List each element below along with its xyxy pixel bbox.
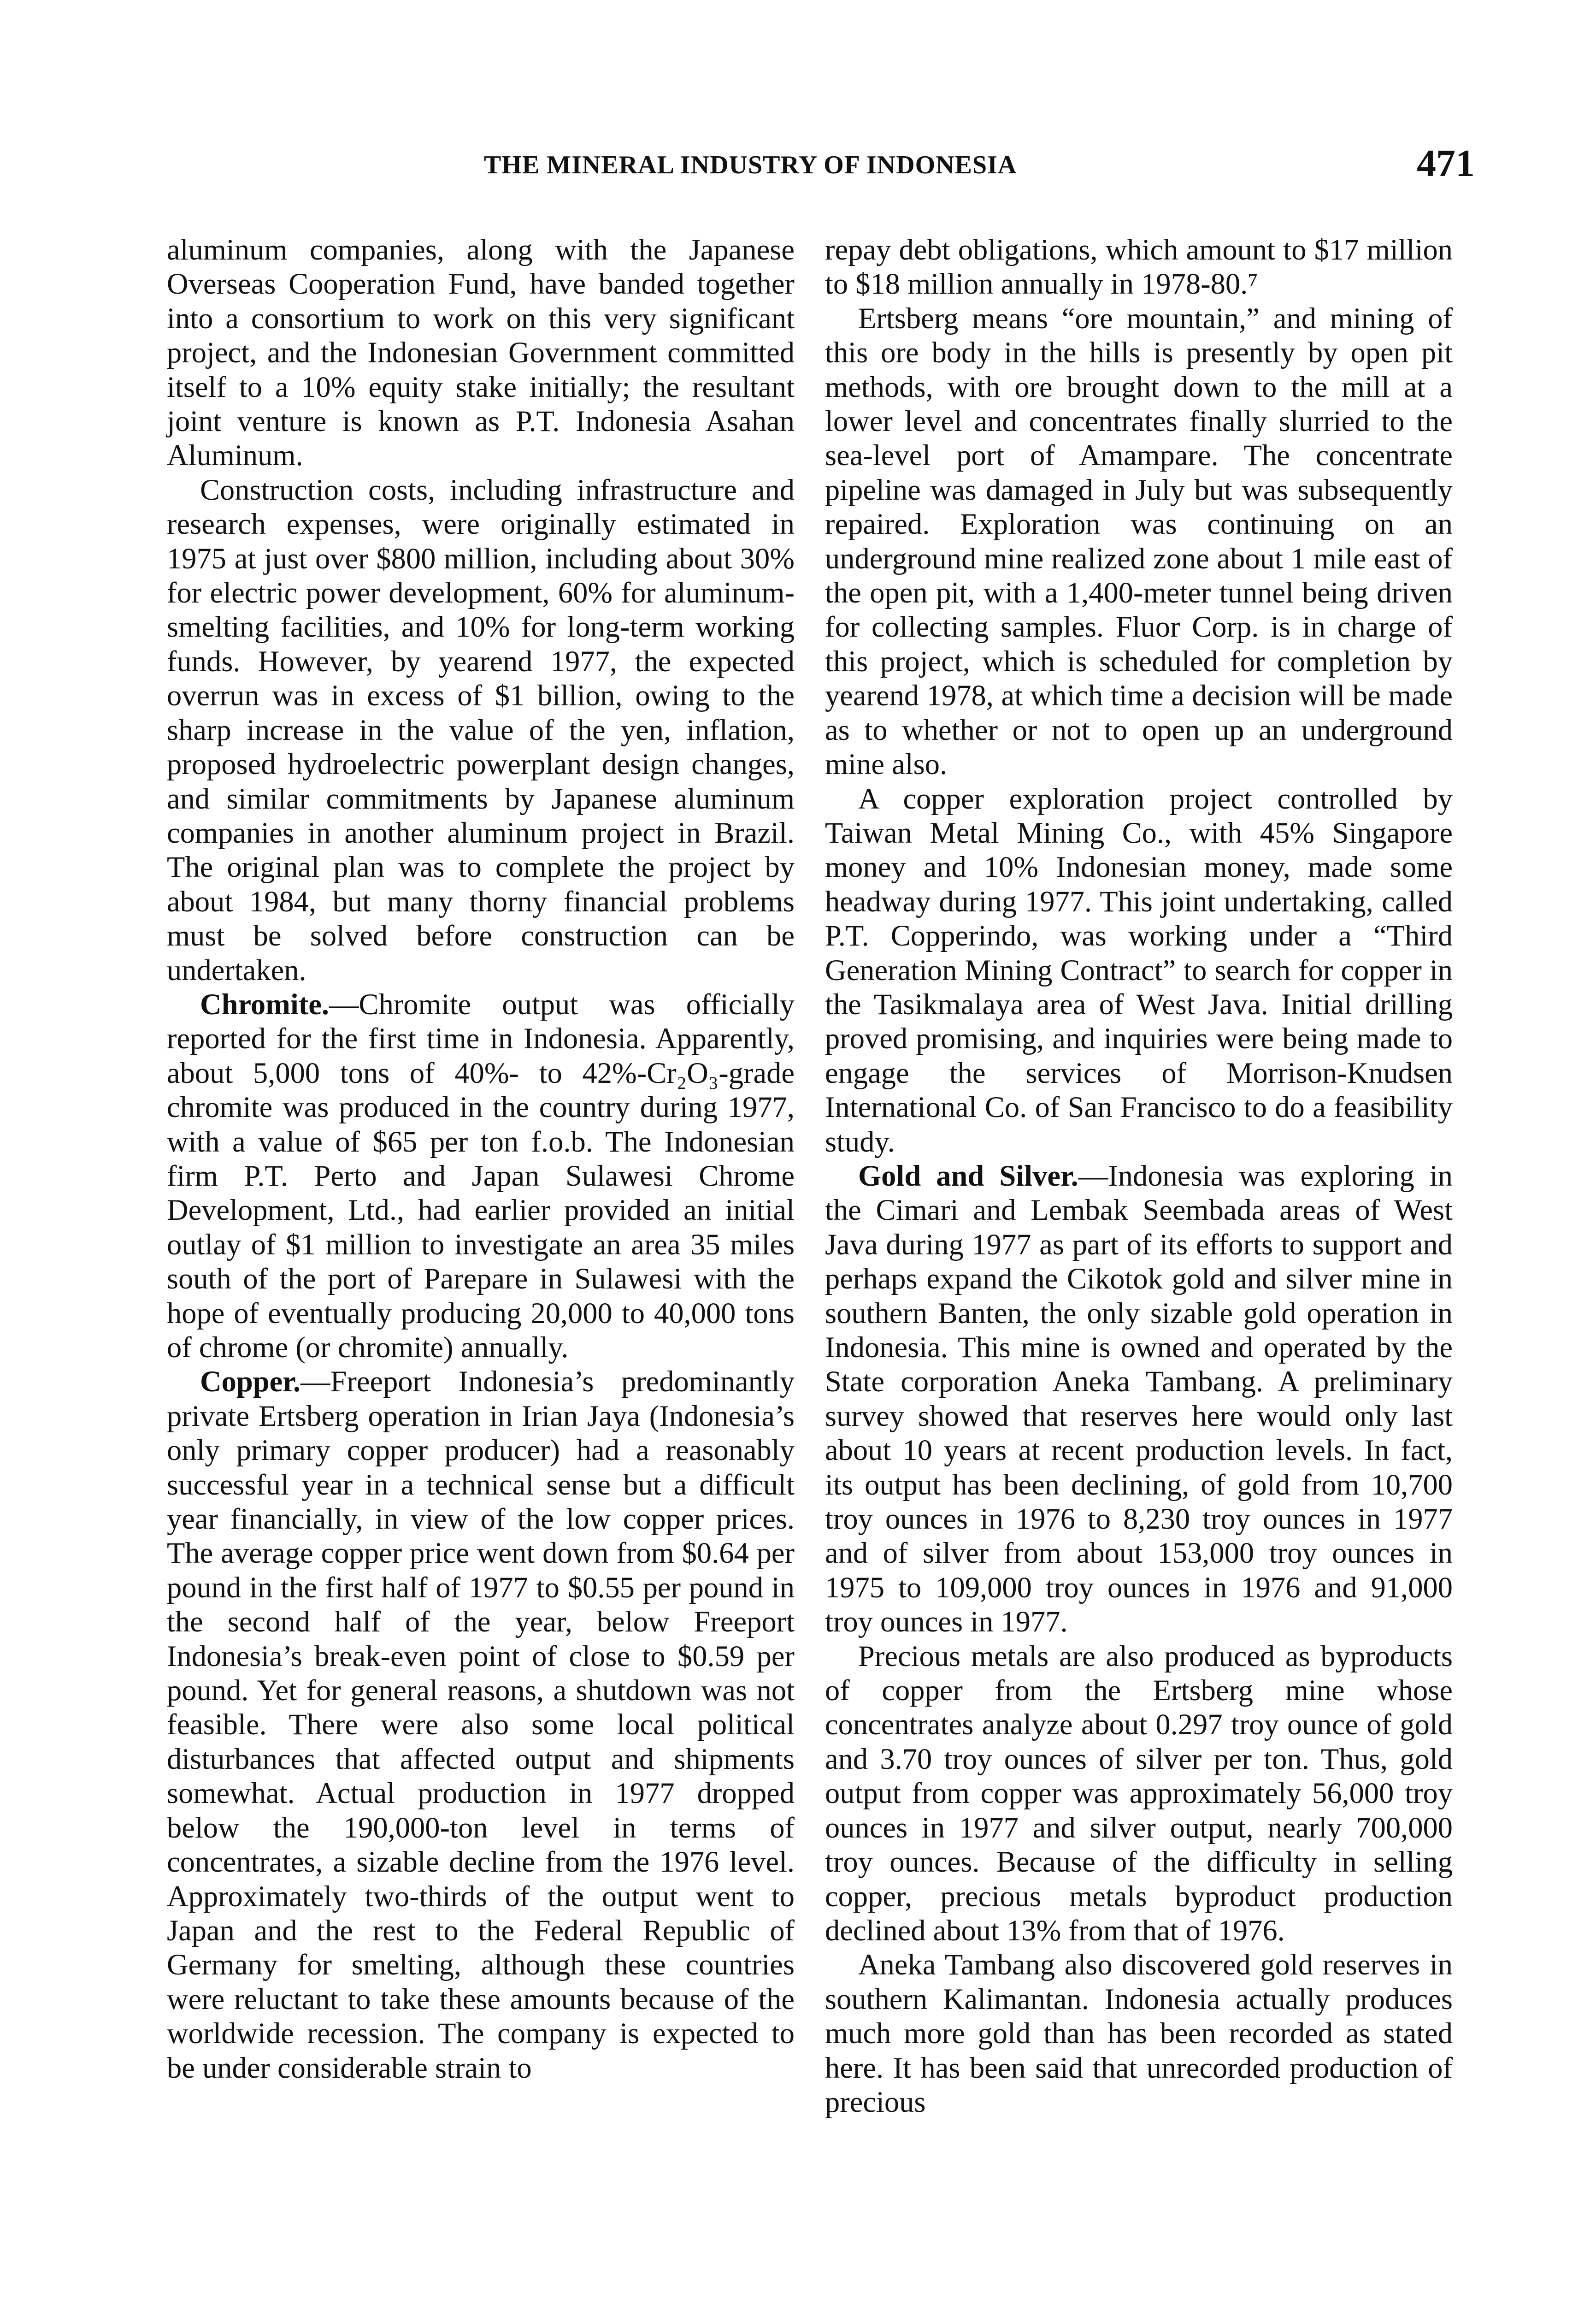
section-heading-copper: Copper. xyxy=(200,1365,301,1398)
paragraph-chromite xyxy=(167,987,795,1365)
paragraph-aluminum-consortium: aluminum companies, along with the Japanese Overseas Cooperation Fund, have banded together into a consortium to work on this very significant project, and the Indonesian Government committed itself to a 10% equity stake initially; the resultant joint venture is known as P.T. Indonesia Asahan Aluminum. xyxy=(167,233,795,472)
running-header xyxy=(166,142,1475,197)
paragraph-copper-text: —Freeport Indonesia’s predominantly private Ertsberg operation in Irian Jaya (Indonesia’s only primary copper producer) had a reasonably successful year in a technical sense but a difficult year financially, in view of the low copper prices. The average copper price went down from $0.64 per pound in the first half of 1977 to $0.55 per pound in the second half of the year, below Freeport Indonesia’s break-even point of close to $0.59 per pound. Yet for general reasons, a shutdown was not feasible. There were also some local political disturbances that affected output and shipments somewhat. Actual production in 1977 dropped below the 190,000-ton level in terms of concentrates, a sizable decline from the 1976 level. Approximately two-thirds of the output went to Japan and the rest to the Federal Republic of Germany for smelting, although these countries were reluctant to take these amounts because of the worldwide recession. The company is expected to be under considerable strain to xyxy=(167,1365,795,2084)
paragraph-construction-costs: Construction costs, including infrastructure and research expenses, were originally estimated in 1975 at just over $800 million, including about 30% for electric power development, 60% for aluminum-smelting facilities, and 10% for long-term working funds. However, by yearend 1977, the expected overrun was in excess of $1 billion, owing to the sharp increase in the value of the yen, inflation, proposed hydroelectric powerplant design changes, and similar commitments by Japanese aluminum companies in another aluminum project in Brazil. The original plan was to complete the project by about 1984, but many thorny financial problems must be solved before construction can be undertaken. xyxy=(167,473,795,987)
paragraph-gold-silver-text: —Indonesia was exploring in the Cimari and Lembak Seembada areas of West Java during 1977 as part of its efforts to support and perhaps expand the Cikotok gold and silver mine in southern Banten, the only sizable gold operation in Indonesia. This mine is owned and operated by the State corporation Aneka Tambang. A preliminary survey showed that reserves here would only last about 10 years at recent production levels. In fact, its output has been declining, of gold from 10,700 troy ounces in 1976 to 8,230 troy ounces in 1977 and of silver from about 153,000 troy ounces in 1975 to 109,000 troy ounces in 1976 and 91,000 troy ounces in 1977. xyxy=(825,1159,1453,1638)
running-header-title: THE MINERAL INDUSTRY OF INDONESIA xyxy=(484,151,1017,179)
page-number: 471 xyxy=(1417,142,1475,185)
paragraph-ertsberg: Ertsberg means “ore mountain,” and mining of this ore body in the hills is presently by open pit methods, with ore brought down to the mill at a lower level and concentrates finally slurried to the sea-level port of Amampare. The concentrate pipeline was damaged in July but was subsequently repaired. Exploration was continuing on an underground mine realized zone about 1 mile east of the open pit, with a 1,400-meter tunnel being driven for collecting samples. Fluor Corp. is in charge of this project, which is scheduled for completion by yearend 1978, at which time a decision will be made as to whether or not to open up an underground mine also. xyxy=(825,301,1453,781)
paragraph-precious-metals: Precious metals are also produced as byproducts of copper from the Ertsberg mine whose concentrates analyze about 0.297 troy ounce of gold and 3.70 troy ounces of silver per ton. Thus, gold output from copper was approximately 56,000 troy ounces in 1977 and silver output, nearly 700,000 troy ounces. Because of the difficulty in selling copper, precious metals byproduct production declined about 13% from that of 1976. xyxy=(825,1639,1453,1947)
paragraph-chromite-text: —Chromite output was officially reported for the first time in Indonesia. Apparently, about 5,000 tons of 40%- to 42%-Cr₂O₃-grade chromite was produced in the country during 1977, with a value of $65 per ton f.o.b. The Indonesian firm P.T. Perto and Japan Sulawesi Chrome Development, Ltd., had earlier provided an initial outlay of $1 million to investigate an area 35 miles south of the port of Parepare in Sulawesi with the hope of eventually producing 20,000 to 40,000 tons of chrome (or chromite) annually. xyxy=(167,987,795,1364)
right-column xyxy=(825,233,1453,2119)
paragraph-debt-obligations: repay debt obligations, which amount to $17 million to $18 million annually in 1978-80.⁷ xyxy=(825,233,1453,301)
paragraph-copper xyxy=(167,1365,795,2085)
paragraph-aneka-tambang: Aneka Tambang also discovered gold reserves in southern Kalimantan. Indonesia actually produces much more gold than has been recorded as stated here. It has been said that unrecorded production of precious xyxy=(825,1948,1453,2118)
paragraph-copper-exploration: A copper exploration project controlled by Taiwan Metal Mining Co., with 45% Singapore money and 10% Indonesian money, made some headway during 1977. This joint undertaking, called P.T. Copperindo, was working under a “Third Generation Mining Contract” to search for copper in the Tasikmalaya area of West Java. Initial drilling proved promising, and inquiries were being made to engage the services of Morrison-Knudsen International Co. of San Francisco to do a feasibility study. xyxy=(825,782,1453,1158)
section-heading-chromite: Chromite. xyxy=(200,987,330,1021)
paragraph-gold-silver xyxy=(825,1159,1453,1639)
section-heading-gold-silver: Gold and Silver. xyxy=(858,1159,1078,1192)
left-column xyxy=(167,233,795,2085)
